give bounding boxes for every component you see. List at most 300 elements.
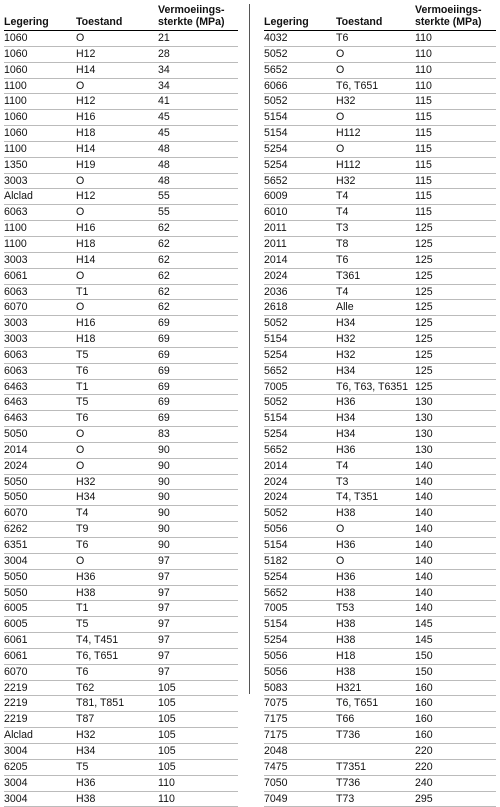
- cell-alloy: 7075: [264, 696, 336, 712]
- table-row: [264, 538, 496, 554]
- cell-alloy: 5652: [264, 62, 336, 78]
- cell-alloy: 1060: [4, 110, 76, 126]
- cell-alloy: 6351: [4, 538, 76, 554]
- cell-fatigue-strength: 125: [415, 379, 496, 395]
- cell-temper: T6: [76, 363, 158, 379]
- cell-alloy: 7049: [264, 791, 336, 807]
- cell-temper: T87: [76, 712, 158, 728]
- cell-alloy: Alclad: [4, 189, 76, 205]
- cell-alloy: 5050: [4, 585, 76, 601]
- table-row: [264, 648, 496, 664]
- cell-fatigue-strength: 69: [158, 347, 238, 363]
- cell-alloy: 6066: [264, 78, 336, 94]
- cell-fatigue-strength: 145: [415, 633, 496, 649]
- cell-fatigue-strength: 110: [415, 31, 496, 47]
- cell-alloy: 5154: [264, 126, 336, 142]
- cell-temper: T4: [336, 189, 415, 205]
- table-row: [264, 569, 496, 585]
- cell-fatigue-strength: 160: [415, 680, 496, 696]
- header-row: [4, 4, 238, 31]
- cell-temper: H36: [336, 442, 415, 458]
- cell-temper: H18: [76, 126, 158, 142]
- cell-fatigue-strength: 69: [158, 411, 238, 427]
- cell-fatigue-strength: 97: [158, 633, 238, 649]
- cell-alloy: 2024: [264, 490, 336, 506]
- table-row: [4, 31, 238, 47]
- cell-fatigue-strength: 62: [158, 268, 238, 284]
- table-row: [264, 31, 496, 47]
- cell-temper: T5: [76, 395, 158, 411]
- table-row: [4, 173, 238, 189]
- table-row: [4, 46, 238, 62]
- cell-temper: H19: [76, 157, 158, 173]
- table-row: [4, 474, 238, 490]
- cell-fatigue-strength: 150: [415, 664, 496, 680]
- cell-fatigue-strength: 125: [415, 316, 496, 332]
- cell-temper: H34: [76, 743, 158, 759]
- cell-temper: H38: [336, 585, 415, 601]
- table-row: [4, 316, 238, 332]
- cell-temper: T361: [336, 268, 415, 284]
- cell-fatigue-strength: 125: [415, 252, 496, 268]
- cell-alloy: 6005: [4, 617, 76, 633]
- cell-alloy: 5154: [264, 411, 336, 427]
- cell-alloy: 5056: [264, 522, 336, 538]
- cell-fatigue-strength: 110: [415, 46, 496, 62]
- cell-fatigue-strength: 97: [158, 648, 238, 664]
- table-row: [264, 522, 496, 538]
- cell-fatigue-strength: 69: [158, 332, 238, 348]
- cell-temper: O: [76, 300, 158, 316]
- cell-fatigue-strength: 90: [158, 442, 238, 458]
- cell-temper: T73: [336, 791, 415, 807]
- left-table-column: [4, 4, 238, 807]
- cell-temper: H36: [76, 775, 158, 791]
- cell-fatigue-strength: 105: [158, 680, 238, 696]
- cell-alloy: 1060: [4, 46, 76, 62]
- cell-alloy: 2048: [264, 743, 336, 759]
- cell-fatigue-strength: 140: [415, 569, 496, 585]
- cell-fatigue-strength: 48: [158, 141, 238, 157]
- cell-alloy: 6463: [4, 379, 76, 395]
- cell-alloy: 5056: [264, 648, 336, 664]
- cell-temper: H34: [336, 411, 415, 427]
- cell-alloy: 5154: [264, 332, 336, 348]
- cell-alloy: 1100: [4, 141, 76, 157]
- cell-alloy: 6205: [4, 759, 76, 775]
- cell-temper: H18: [76, 332, 158, 348]
- cell-fatigue-strength: 130: [415, 442, 496, 458]
- table-row: [264, 474, 496, 490]
- table-row: [4, 189, 238, 205]
- cell-alloy: 5254: [264, 633, 336, 649]
- table-row: [264, 363, 496, 379]
- cell-temper: H18: [336, 648, 415, 664]
- cell-fatigue-strength: 34: [158, 78, 238, 94]
- table-row: [264, 442, 496, 458]
- cell-temper: H14: [76, 62, 158, 78]
- table-row: [264, 221, 496, 237]
- cell-fatigue-strength: 140: [415, 490, 496, 506]
- table-row: [4, 332, 238, 348]
- header-fatigue-strength: [415, 4, 496, 31]
- table-row: [264, 427, 496, 443]
- cell-temper: O: [76, 31, 158, 47]
- cell-fatigue-strength: 150: [415, 648, 496, 664]
- cell-temper: O: [336, 46, 415, 62]
- cell-fatigue-strength: 90: [158, 474, 238, 490]
- cell-temper: H32: [336, 347, 415, 363]
- cell-alloy: 3004: [4, 743, 76, 759]
- table-row: [264, 252, 496, 268]
- cell-alloy: 5052: [264, 46, 336, 62]
- table-row: [4, 126, 238, 142]
- table-row: [4, 395, 238, 411]
- cell-alloy: 3004: [4, 553, 76, 569]
- cell-temper: [336, 743, 415, 759]
- table-row: [264, 157, 496, 173]
- table-row: [4, 696, 238, 712]
- cell-temper: T62: [76, 680, 158, 696]
- cell-fatigue-strength: 115: [415, 157, 496, 173]
- cell-alloy: 3003: [4, 252, 76, 268]
- cell-temper: O: [76, 78, 158, 94]
- cell-temper: H14: [76, 141, 158, 157]
- cell-alloy: 5254: [264, 569, 336, 585]
- cell-fatigue-strength: 115: [415, 110, 496, 126]
- cell-fatigue-strength: 160: [415, 712, 496, 728]
- cell-fatigue-strength: 90: [158, 490, 238, 506]
- cell-alloy: 6063: [4, 363, 76, 379]
- table-row: [4, 94, 238, 110]
- cell-alloy: 5652: [264, 585, 336, 601]
- cell-temper: T6: [76, 538, 158, 554]
- cell-temper: H32: [76, 474, 158, 490]
- cell-temper: T1: [76, 379, 158, 395]
- cell-alloy: 7175: [264, 712, 336, 728]
- cell-fatigue-strength: 110: [415, 62, 496, 78]
- table-row: [264, 332, 496, 348]
- cell-temper: T8: [336, 236, 415, 252]
- cell-fatigue-strength: 125: [415, 363, 496, 379]
- table-row: [264, 189, 496, 205]
- cell-temper: H16: [76, 110, 158, 126]
- cell-temper: H16: [76, 221, 158, 237]
- cell-temper: H38: [336, 633, 415, 649]
- table-row: [264, 126, 496, 142]
- cell-temper: O: [336, 110, 415, 126]
- cell-fatigue-strength: 220: [415, 743, 496, 759]
- table-row: [264, 712, 496, 728]
- cell-alloy: 5254: [264, 427, 336, 443]
- table-row: [4, 221, 238, 237]
- cell-fatigue-strength: 140: [415, 474, 496, 490]
- cell-fatigue-strength: 110: [415, 78, 496, 94]
- table-row: [264, 395, 496, 411]
- table-row: [264, 94, 496, 110]
- cell-fatigue-strength: 140: [415, 601, 496, 617]
- cell-alloy: 2219: [4, 696, 76, 712]
- cell-alloy: 6061: [4, 633, 76, 649]
- table-row: [4, 553, 238, 569]
- cell-temper: T5: [76, 347, 158, 363]
- cell-fatigue-strength: 21: [158, 31, 238, 47]
- table-row: [4, 379, 238, 395]
- cell-alloy: 6262: [4, 522, 76, 538]
- cell-alloy: 1100: [4, 221, 76, 237]
- cell-fatigue-strength: 125: [415, 332, 496, 348]
- cell-temper: T5: [76, 759, 158, 775]
- cell-temper: T6: [336, 252, 415, 268]
- cell-fatigue-strength: 62: [158, 284, 238, 300]
- cell-fatigue-strength: 34: [158, 62, 238, 78]
- cell-temper: O: [76, 553, 158, 569]
- cell-alloy: 5154: [264, 538, 336, 554]
- table-row: [264, 791, 496, 807]
- table-row: [4, 300, 238, 316]
- cell-fatigue-strength: 97: [158, 553, 238, 569]
- header-fatigue-strength: [158, 4, 238, 31]
- table-row: [4, 569, 238, 585]
- cell-fatigue-strength: 145: [415, 617, 496, 633]
- cell-temper: H38: [76, 791, 158, 807]
- cell-temper: T6, T63, T6351: [336, 379, 415, 395]
- cell-alloy: 3003: [4, 173, 76, 189]
- table-row: [4, 347, 238, 363]
- cell-temper: T81, T851: [76, 696, 158, 712]
- cell-alloy: 2014: [264, 252, 336, 268]
- cell-alloy: 7005: [264, 601, 336, 617]
- cell-alloy: 2219: [4, 680, 76, 696]
- cell-alloy: 6063: [4, 284, 76, 300]
- table-row: [264, 458, 496, 474]
- table-row: [4, 664, 238, 680]
- table-row: [4, 268, 238, 284]
- table-row: [264, 236, 496, 252]
- cell-alloy: 6070: [4, 664, 76, 680]
- table-row: [264, 379, 496, 395]
- table-row: [4, 490, 238, 506]
- cell-temper: H16: [76, 316, 158, 332]
- table-row: [264, 553, 496, 569]
- cell-alloy: 6005: [4, 601, 76, 617]
- table-row: [264, 141, 496, 157]
- right-table-column: [264, 4, 496, 807]
- cell-temper: H38: [336, 664, 415, 680]
- table-row: [264, 490, 496, 506]
- cell-temper: O: [76, 442, 158, 458]
- cell-temper: O: [76, 268, 158, 284]
- cell-fatigue-strength: 62: [158, 252, 238, 268]
- cell-alloy: 1060: [4, 31, 76, 47]
- cell-fatigue-strength: 110: [158, 791, 238, 807]
- cell-alloy: 7475: [264, 759, 336, 775]
- cell-alloy: 3004: [4, 775, 76, 791]
- cell-alloy: 1060: [4, 62, 76, 78]
- cell-fatigue-strength: 115: [415, 126, 496, 142]
- table-row: [264, 743, 496, 759]
- cell-alloy: 5154: [264, 110, 336, 126]
- table-row: [4, 648, 238, 664]
- table-row: [4, 110, 238, 126]
- cell-alloy: 2024: [264, 474, 336, 490]
- cell-fatigue-strength: 125: [415, 221, 496, 237]
- header-alloy: Legering: [4, 4, 76, 31]
- cell-alloy: 6070: [4, 506, 76, 522]
- cell-alloy: 2618: [264, 300, 336, 316]
- cell-temper: H38: [336, 506, 415, 522]
- cell-temper: Alle: [336, 300, 415, 316]
- cell-alloy: 6010: [264, 205, 336, 221]
- cell-temper: H12: [76, 189, 158, 205]
- cell-alloy: 5050: [4, 474, 76, 490]
- header-temper: Toestand: [76, 4, 158, 31]
- cell-temper: H321: [336, 680, 415, 696]
- cell-fatigue-strength: 97: [158, 617, 238, 633]
- cell-alloy: 6061: [4, 648, 76, 664]
- cell-temper: T6: [76, 664, 158, 680]
- cell-alloy: 2024: [264, 268, 336, 284]
- cell-temper: T4: [336, 458, 415, 474]
- cell-alloy: 2014: [4, 442, 76, 458]
- cell-fatigue-strength: 83: [158, 427, 238, 443]
- cell-alloy: 6009: [264, 189, 336, 205]
- fatigue-strength-table-right: [264, 4, 496, 807]
- cell-alloy: 6061: [4, 268, 76, 284]
- table-row: [264, 664, 496, 680]
- cell-alloy: 5052: [264, 316, 336, 332]
- cell-temper: T1: [76, 601, 158, 617]
- cell-fatigue-strength: 125: [415, 236, 496, 252]
- cell-temper: O: [76, 205, 158, 221]
- cell-alloy: 5052: [264, 94, 336, 110]
- table-row: [4, 775, 238, 791]
- cell-fatigue-strength: 160: [415, 728, 496, 744]
- cell-temper: H32: [336, 173, 415, 189]
- cell-alloy: 4032: [264, 31, 336, 47]
- cell-fatigue-strength: 90: [158, 458, 238, 474]
- cell-temper: H112: [336, 157, 415, 173]
- cell-fatigue-strength: 48: [158, 173, 238, 189]
- cell-alloy: 2036: [264, 284, 336, 300]
- cell-fatigue-strength: 115: [415, 141, 496, 157]
- cell-fatigue-strength: 90: [158, 538, 238, 554]
- table-row: [4, 363, 238, 379]
- table-row: [264, 78, 496, 94]
- cell-fatigue-strength: 69: [158, 363, 238, 379]
- cell-temper: T9: [76, 522, 158, 538]
- cell-fatigue-strength: 115: [415, 173, 496, 189]
- table-row: [4, 236, 238, 252]
- cell-alloy: 1100: [4, 78, 76, 94]
- cell-alloy: 2014: [264, 458, 336, 474]
- fatigue-strength-table-left: [4, 4, 238, 807]
- table-row: [4, 506, 238, 522]
- cell-fatigue-strength: 125: [415, 284, 496, 300]
- cell-fatigue-strength: 125: [415, 300, 496, 316]
- table-row: [264, 585, 496, 601]
- cell-fatigue-strength: 97: [158, 664, 238, 680]
- table-row: [264, 728, 496, 744]
- cell-alloy: 6463: [4, 411, 76, 427]
- cell-fatigue-strength: 62: [158, 236, 238, 252]
- cell-fatigue-strength: 97: [158, 585, 238, 601]
- cell-temper: T6, T651: [336, 78, 415, 94]
- cell-fatigue-strength: 62: [158, 300, 238, 316]
- cell-alloy: 1100: [4, 94, 76, 110]
- cell-alloy: 5652: [264, 173, 336, 189]
- cell-temper: T53: [336, 601, 415, 617]
- cell-fatigue-strength: 130: [415, 395, 496, 411]
- cell-fatigue-strength: 115: [415, 94, 496, 110]
- cell-temper: T66: [336, 712, 415, 728]
- table-row: [4, 78, 238, 94]
- cell-fatigue-strength: 62: [158, 221, 238, 237]
- cell-alloy: 3003: [4, 316, 76, 332]
- cell-alloy: 5254: [264, 141, 336, 157]
- cell-temper: T4: [336, 205, 415, 221]
- cell-temper: T5: [76, 617, 158, 633]
- cell-alloy: 5052: [264, 395, 336, 411]
- table-row: [4, 680, 238, 696]
- cell-alloy: 7175: [264, 728, 336, 744]
- cell-alloy: 5154: [264, 617, 336, 633]
- cell-fatigue-strength: 97: [158, 569, 238, 585]
- cell-fatigue-strength: 130: [415, 427, 496, 443]
- cell-alloy: 2011: [264, 221, 336, 237]
- header-alloy: Legering: [264, 4, 336, 31]
- cell-fatigue-strength: 48: [158, 157, 238, 173]
- table-row: [4, 633, 238, 649]
- cell-temper: T4, T451: [76, 633, 158, 649]
- table-row: [264, 759, 496, 775]
- table-row: [4, 601, 238, 617]
- cell-temper: T6: [336, 31, 415, 47]
- cell-temper: T7351: [336, 759, 415, 775]
- cell-alloy: 5050: [4, 427, 76, 443]
- header-temper: Toestand: [336, 4, 415, 31]
- cell-fatigue-strength: 90: [158, 506, 238, 522]
- table-row: [264, 110, 496, 126]
- cell-fatigue-strength: 125: [415, 268, 496, 284]
- cell-alloy: 5652: [264, 442, 336, 458]
- table-row: [264, 268, 496, 284]
- cell-temper: O: [336, 522, 415, 538]
- cell-temper: H32: [336, 332, 415, 348]
- cell-fatigue-strength: 45: [158, 110, 238, 126]
- table-row: [264, 775, 496, 791]
- cell-temper: O: [76, 458, 158, 474]
- cell-temper: T6: [76, 411, 158, 427]
- cell-fatigue-strength: 69: [158, 395, 238, 411]
- cell-temper: H18: [76, 236, 158, 252]
- cell-fatigue-strength: 140: [415, 538, 496, 554]
- cell-fatigue-strength: 140: [415, 458, 496, 474]
- cell-temper: H34: [336, 316, 415, 332]
- cell-temper: T4: [76, 506, 158, 522]
- cell-fatigue-strength: 115: [415, 205, 496, 221]
- cell-fatigue-strength: 140: [415, 522, 496, 538]
- cell-alloy: 5083: [264, 680, 336, 696]
- table-row: [264, 173, 496, 189]
- cell-fatigue-strength: 295: [415, 791, 496, 807]
- cell-alloy: 3004: [4, 791, 76, 807]
- cell-alloy: 5254: [264, 157, 336, 173]
- cell-fatigue-strength: 105: [158, 743, 238, 759]
- cell-alloy: 6063: [4, 347, 76, 363]
- table-row: [264, 316, 496, 332]
- cell-alloy: 7050: [264, 775, 336, 791]
